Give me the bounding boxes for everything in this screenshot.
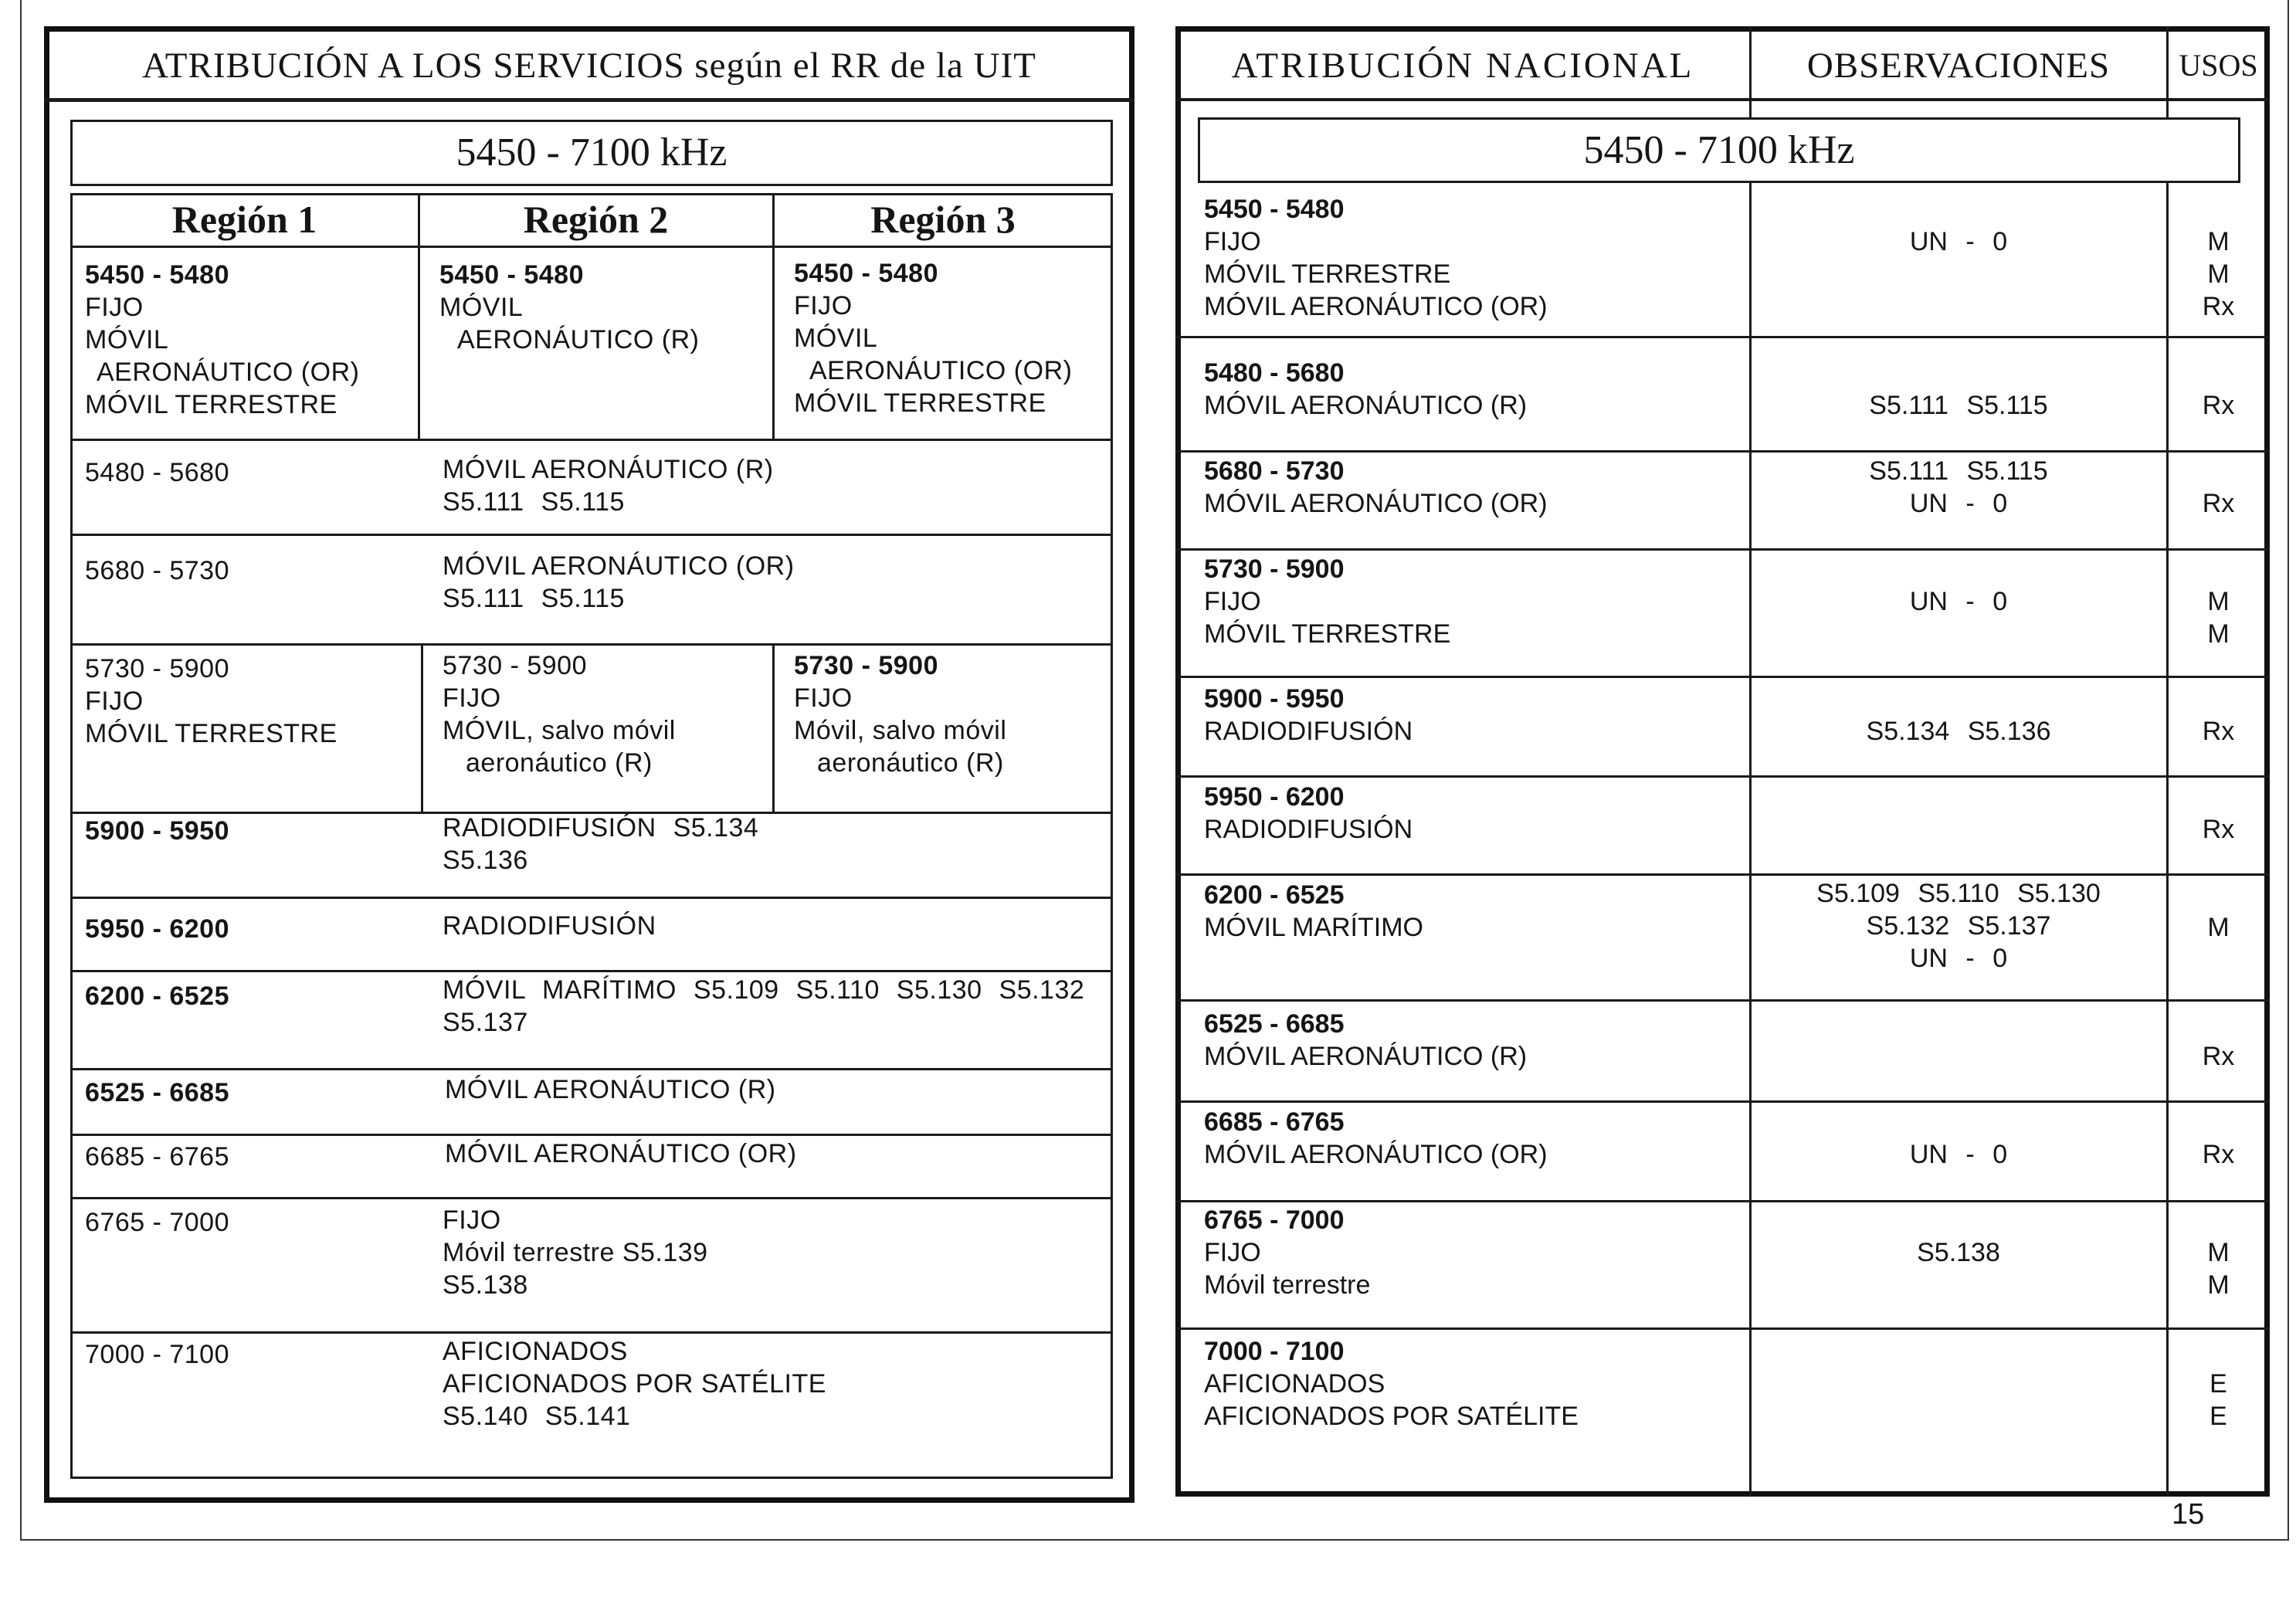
observation-line: S5.109 S5.110 S5.130 xyxy=(1816,879,2101,908)
national-row-6-uses xyxy=(2167,911,2270,944)
national-band-title: 5450 - 7100 kHz xyxy=(1583,128,1855,172)
region-3-header: Región 3 xyxy=(870,198,1016,241)
service-line: RADIODIFUSIÓN xyxy=(1204,717,1413,746)
national-band-box xyxy=(1198,117,2240,183)
left-row-2-services xyxy=(443,550,795,615)
service-line: AFICIONADOS xyxy=(443,1337,628,1366)
service-line: RADIODIFUSIÓN xyxy=(443,911,656,941)
row-divider xyxy=(70,897,1113,899)
row-divider xyxy=(70,643,1113,646)
service-line: MÓVIL xyxy=(85,325,169,354)
region-2-header: Región 2 xyxy=(523,198,669,241)
national-row-10-uses xyxy=(2167,1368,2270,1433)
service-line: MÓVIL xyxy=(794,324,878,353)
region-col-divider-1 xyxy=(418,193,420,440)
national-row-0-observations xyxy=(1750,225,2167,258)
service-line: aeronáutico (R) xyxy=(817,748,1004,778)
service-line: MÓVIL TERRESTRE xyxy=(794,388,1046,418)
service-line: FIJO xyxy=(794,291,853,320)
observation-line: UN - 0 xyxy=(1909,489,2008,518)
service-line: MÓVIL TERRESTRE xyxy=(85,719,337,748)
left-row-10-services xyxy=(443,1335,826,1433)
left-row-5-services xyxy=(443,910,656,942)
use-code: M xyxy=(2207,227,2230,256)
observation-line: UN - 0 xyxy=(1909,227,2008,256)
band-label: 5450 - 5480 xyxy=(1204,195,1345,224)
left-row-3-region-2 xyxy=(443,649,676,779)
national-row-3-services xyxy=(1204,553,1450,650)
use-code: M xyxy=(2207,1270,2230,1300)
row-divider xyxy=(70,439,1113,441)
use-code: M xyxy=(2207,259,2230,289)
row-divider xyxy=(1175,548,2270,551)
use-code: M xyxy=(2207,1238,2230,1267)
service-line: MÓVIL AERONÁUTICO (OR) xyxy=(1204,489,1548,518)
row-divider xyxy=(70,1331,1113,1334)
footnote-line: S5.111 S5.115 xyxy=(443,584,625,613)
service-line: FIJO xyxy=(1204,587,1261,616)
use-code: Rx xyxy=(2202,717,2235,746)
row-divider xyxy=(70,970,1113,972)
observation-line: UN - 0 xyxy=(1909,587,2008,616)
national-allocation-header: ATRIBUCIÓN NACIONAL xyxy=(1231,46,1694,86)
row-divider xyxy=(1175,450,2270,453)
use-code: E xyxy=(2210,1402,2227,1431)
observation-line: UN - 0 xyxy=(1909,1140,2008,1169)
service-line: MÓVIL TERRESTRE xyxy=(1204,259,1451,289)
use-code: M xyxy=(2207,913,2230,942)
left-row-6-services xyxy=(443,974,1084,1039)
band-label: 5680 - 5730 xyxy=(1204,456,1345,486)
service-line: AERONÁUTICO (OR) xyxy=(809,356,1073,385)
service-line: Móvil terrestre S5.139 xyxy=(443,1238,708,1267)
service-line: MÓVIL AERONÁUTICO (OR) xyxy=(443,551,795,581)
row-divider xyxy=(1175,676,2270,678)
service-line: AFICIONADOS POR SATÉLITE xyxy=(443,1369,826,1399)
observation-line: S5.111 S5.115 xyxy=(1869,456,2048,486)
band-label: 5900 - 5950 xyxy=(1204,684,1345,714)
service-line: FIJO xyxy=(85,687,144,716)
use-code: Rx xyxy=(2202,1042,2235,1071)
band-label: 6200 - 6525 xyxy=(1204,880,1345,910)
left-row-3-region-3 xyxy=(794,649,1006,779)
service-line: MÓVIL AERONÁUTICO (R) xyxy=(445,1075,776,1104)
service-line: aeronáutico (R) xyxy=(466,748,653,778)
national-row-4-services xyxy=(1204,683,1413,748)
service-line: MÓVIL AERONÁUTICO (R) xyxy=(1204,1042,1528,1071)
service-line: RADIODIFUSIÓN S5.134 xyxy=(443,813,759,843)
footnote-line: S5.111 S5.115 xyxy=(443,487,625,517)
service-line: MÓVIL MARÍTIMO S5.109 S5.110 S5.130 S5.132 xyxy=(443,975,1085,1005)
observation-line: UN - 0 xyxy=(1909,944,2008,973)
left-row-5-band: 5950 - 6200 xyxy=(85,914,229,944)
national-row-6-services xyxy=(1204,879,1423,944)
use-code: Rx xyxy=(2202,292,2235,321)
row-divider xyxy=(1175,1200,2270,1202)
itu-band-title: 5450 - 7100 kHz xyxy=(456,131,727,175)
national-header-divider xyxy=(1175,98,2270,101)
band-label: 5950 - 6200 xyxy=(1204,782,1345,812)
left-row-1-services xyxy=(443,453,774,518)
national-row-4-uses xyxy=(2167,715,2270,748)
band-label: 6765 - 7000 xyxy=(1204,1205,1345,1235)
national-row-8-observations xyxy=(1750,1138,2167,1171)
footnote-line: S5.138 xyxy=(443,1270,528,1300)
page-frame-right-edge xyxy=(2288,0,2289,1541)
national-row-5-uses xyxy=(2167,813,2270,846)
service-line: MÓVIL TERRESTRE xyxy=(1204,619,1451,649)
footnote-line: S5.137 xyxy=(443,1008,528,1037)
service-line: RADIODIFUSIÓN xyxy=(1204,815,1413,844)
left-row-1-band: 5480 - 5680 xyxy=(85,458,229,487)
footnote-line: S5.140 S5.141 xyxy=(443,1402,631,1431)
uses-header: USOS xyxy=(2179,48,2258,83)
service-line: MÓVIL xyxy=(439,293,524,322)
page-frame-bottom-edge xyxy=(20,1539,2289,1541)
row-divider xyxy=(70,534,1113,536)
band-label: 7000 - 7100 xyxy=(1204,1337,1345,1366)
national-row-0-services xyxy=(1204,193,1548,323)
service-line: AERONÁUTICO (R) xyxy=(457,325,700,354)
region-col-divider-2 xyxy=(772,193,775,440)
national-row-1-uses xyxy=(2167,389,2270,422)
left-row-6-band: 6200 - 6525 xyxy=(85,982,229,1011)
use-code: E xyxy=(2210,1369,2227,1399)
service-line: MÓVIL AERONÁUTICO (OR) xyxy=(1204,1140,1548,1169)
itu-allocation-title: ATRIBUCIÓN A LOS SERVICIOS según el RR de la UIT xyxy=(142,46,1036,86)
national-row-2-uses xyxy=(2167,487,2270,520)
service-line: FIJO xyxy=(443,683,501,713)
service-line: MÓVIL AERONÁUTICO (OR) xyxy=(445,1139,797,1168)
observation-line: S5.134 S5.136 xyxy=(1866,717,2051,746)
left-row-9-services xyxy=(443,1204,708,1301)
row-divider xyxy=(70,1068,1113,1070)
left-row-4-band: 5900 - 5950 xyxy=(85,816,229,846)
service-line: AFICIONADOS xyxy=(1204,1369,1385,1399)
observation-line: S5.111 S5.115 xyxy=(1869,391,2048,420)
observations-header: OBSERVACIONES xyxy=(1806,46,2111,86)
left-row-8-services xyxy=(445,1138,797,1170)
row-divider xyxy=(1175,873,2270,876)
service-line: AERONÁUTICO (OR) xyxy=(97,358,360,387)
service-line: FIJO xyxy=(85,293,144,322)
national-row-4-observations xyxy=(1750,715,2167,748)
row-divider xyxy=(1175,999,2270,1002)
service-line: FIJO xyxy=(1204,1238,1261,1267)
region-header-divider xyxy=(70,246,1113,248)
use-code: Rx xyxy=(2202,815,2235,844)
national-row-3-uses xyxy=(2167,585,2270,650)
service-line: MÓVIL, salvo móvil xyxy=(443,716,676,745)
band-label: 5450 - 5480 xyxy=(439,260,584,290)
service-line: MÓVIL MARÍTIMO xyxy=(1204,913,1423,942)
band-label: 5730 - 5900 xyxy=(443,651,587,680)
national-row-0-uses xyxy=(2167,225,2270,323)
national-row-9-uses xyxy=(2167,1236,2270,1301)
use-code: Rx xyxy=(2202,489,2235,518)
national-row-6-observations xyxy=(1750,877,2167,975)
band-label: 5730 - 5900 xyxy=(1204,554,1345,584)
service-line: MÓVIL TERRESTRE xyxy=(85,390,337,419)
itu-title-divider xyxy=(44,98,1134,102)
band-label: 5730 - 5900 xyxy=(794,651,938,680)
national-row-8-uses xyxy=(2167,1138,2270,1171)
observation-line: S5.138 xyxy=(1917,1238,2000,1267)
national-row-3-observations xyxy=(1750,585,2167,618)
band-label: 5730 - 5900 xyxy=(85,654,229,683)
left-row-3-region-1 xyxy=(85,653,337,750)
region-1-header: Región 1 xyxy=(171,198,317,241)
row-divider xyxy=(1175,775,2270,778)
left-row-0-region-3 xyxy=(794,257,1072,419)
national-row-10-services xyxy=(1204,1335,1579,1433)
left-row-9-band: 6765 - 7000 xyxy=(85,1208,229,1237)
service-line: FIJO xyxy=(443,1205,501,1235)
band-label: 5450 - 5480 xyxy=(85,260,229,290)
band-label: 5480 - 5680 xyxy=(1204,358,1345,388)
national-row-9-observations xyxy=(1750,1236,2167,1269)
observation-line: S5.132 S5.137 xyxy=(1866,911,2051,941)
itu-band-box xyxy=(70,120,1113,186)
national-row-7-services xyxy=(1204,1008,1527,1073)
service-line: AFICIONADOS POR SATÉLITE xyxy=(1204,1402,1579,1431)
service-line: FIJO xyxy=(1204,227,1261,256)
region-col-divider-2 xyxy=(772,643,775,813)
band-label: 6525 - 6685 xyxy=(1204,1009,1345,1039)
national-row-7-uses xyxy=(2167,1040,2270,1073)
national-row-2-observations xyxy=(1750,455,2167,520)
national-row-2-services xyxy=(1204,455,1548,520)
service-line: Móvil, salvo móvil xyxy=(794,716,1007,745)
use-code: Rx xyxy=(2202,391,2235,420)
page-frame-left-edge xyxy=(20,0,22,1541)
service-line: MÓVIL AERONÁUTICO (R) xyxy=(1204,391,1528,420)
band-label: 5450 - 5480 xyxy=(794,259,938,288)
left-row-7-band: 6525 - 6685 xyxy=(85,1078,229,1107)
use-code: M xyxy=(2207,587,2230,616)
use-code: Rx xyxy=(2202,1140,2235,1169)
national-row-5-services xyxy=(1204,781,1413,846)
left-row-10-band: 7000 - 7100 xyxy=(85,1340,229,1369)
row-divider xyxy=(1175,336,2270,338)
row-divider xyxy=(1175,1327,2270,1330)
row-divider xyxy=(70,1134,1113,1136)
national-row-9-services xyxy=(1204,1204,1370,1301)
left-row-0-region-2 xyxy=(439,259,700,356)
row-divider xyxy=(1175,1100,2270,1103)
page-number: 15 xyxy=(2172,1498,2205,1531)
national-row-1-observations xyxy=(1750,389,2167,422)
national-row-1-services xyxy=(1204,357,1527,422)
left-row-4-services xyxy=(443,812,758,876)
left-row-7-services xyxy=(445,1073,776,1106)
national-row-8-services xyxy=(1204,1106,1548,1171)
footnote-line: S5.136 xyxy=(443,846,528,875)
service-line: MÓVIL AERONÁUTICO (R) xyxy=(443,455,774,484)
use-code: M xyxy=(2207,619,2230,649)
service-line: FIJO xyxy=(794,683,853,713)
left-row-0-region-1 xyxy=(85,259,359,421)
band-label: 6685 - 6765 xyxy=(1204,1107,1345,1137)
region-col-divider-1 xyxy=(421,643,423,813)
left-row-8-band: 6685 - 6765 xyxy=(85,1142,229,1171)
row-divider xyxy=(70,1197,1113,1199)
service-line: MÓVIL AERONÁUTICO (OR) xyxy=(1204,292,1548,321)
service-line: Móvil terrestre xyxy=(1204,1270,1371,1300)
left-row-2-band: 5680 - 5730 xyxy=(85,556,229,585)
